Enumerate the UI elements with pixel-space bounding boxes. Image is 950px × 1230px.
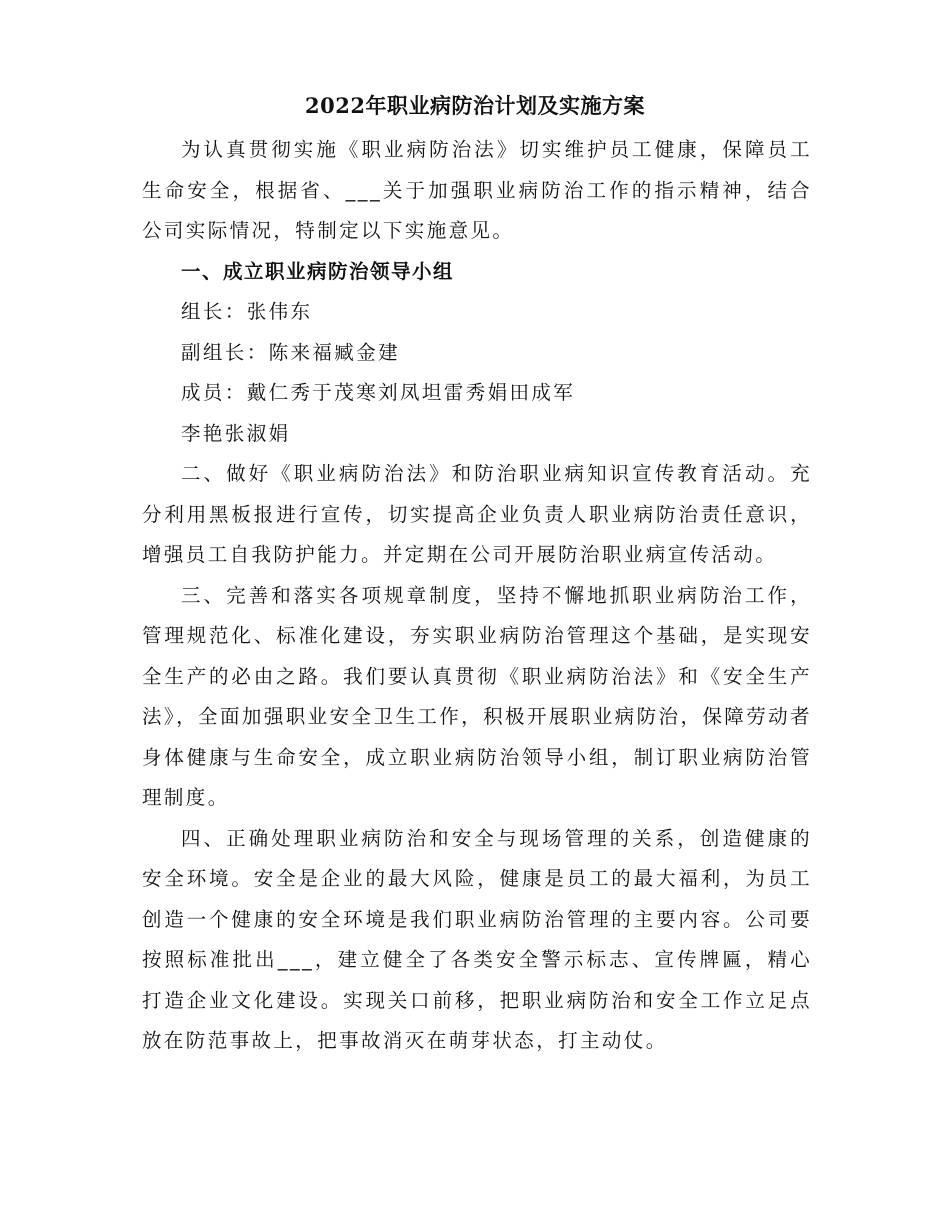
members-continued-line: 李艳张淑娟 xyxy=(181,421,291,445)
group-leader-line: 组长：张伟东 xyxy=(181,300,313,323)
section-4-paragraph: 四、正确处理职业病防治和安全与现场管理的关系，创造健康的安全环境。安全是企业的最大风险，健康是员工的最大福利，为员工创造一个健康的安全环境是我们职业病防治管理的主要内容。公司要按照标准批出___，建立健全了各类安全警示标志、宣传牌匾，精心打造企业文化建设。实现关口前移，把职业病防治和安全工作立足点放在防范事故上，把事故消灭在萌芽状态，打主动仗。 xyxy=(142,826,812,1052)
members-line: 成员：戴仁秀于茂寒刘凤坦雷秀娟田成军 xyxy=(181,381,576,404)
section-3-paragraph: 三、完善和落实各项规章制度，坚持不懈地抓职业病防治工作，管理规范化、标准化建设，夯实职业病防治管理这个基础，是实现安全生产的必由之路。我们要认真贯彻《职业病防治法》和《安全生产法》，全面加强职业安全卫生工作，积极开展职业病防治，保障劳动者身体健康与生命安全，成立职业病防治领导小组，制订职业病防治管理制度。 xyxy=(142,583,812,809)
intro-paragraph: 为认真贯彻实施《职业病防治法》切实维护员工健康，保障员工生命安全，根据省、___关于加强职业病防治工作的指示精神，结合公司实际情况，特制定以下实施意见。 xyxy=(142,138,812,242)
section-1-heading: 一、成立职业病防治领导小组 xyxy=(181,259,455,283)
section-2-paragraph: 二、做好《职业病防治法》和防治职业病知识宣传教育活动。充分利用黑板报进行宣传，切实提高企业负责人职业病防治责任意识，增强员工自我防护能力。并定期在公司开展防治职业病宣传活动。 xyxy=(142,462,812,566)
deputy-leader-line: 副组长：陈来福臧金建 xyxy=(181,340,401,364)
document-title: 2022年职业病防治计划及实施方案 xyxy=(305,93,645,118)
document-body xyxy=(142,130,812,1062)
